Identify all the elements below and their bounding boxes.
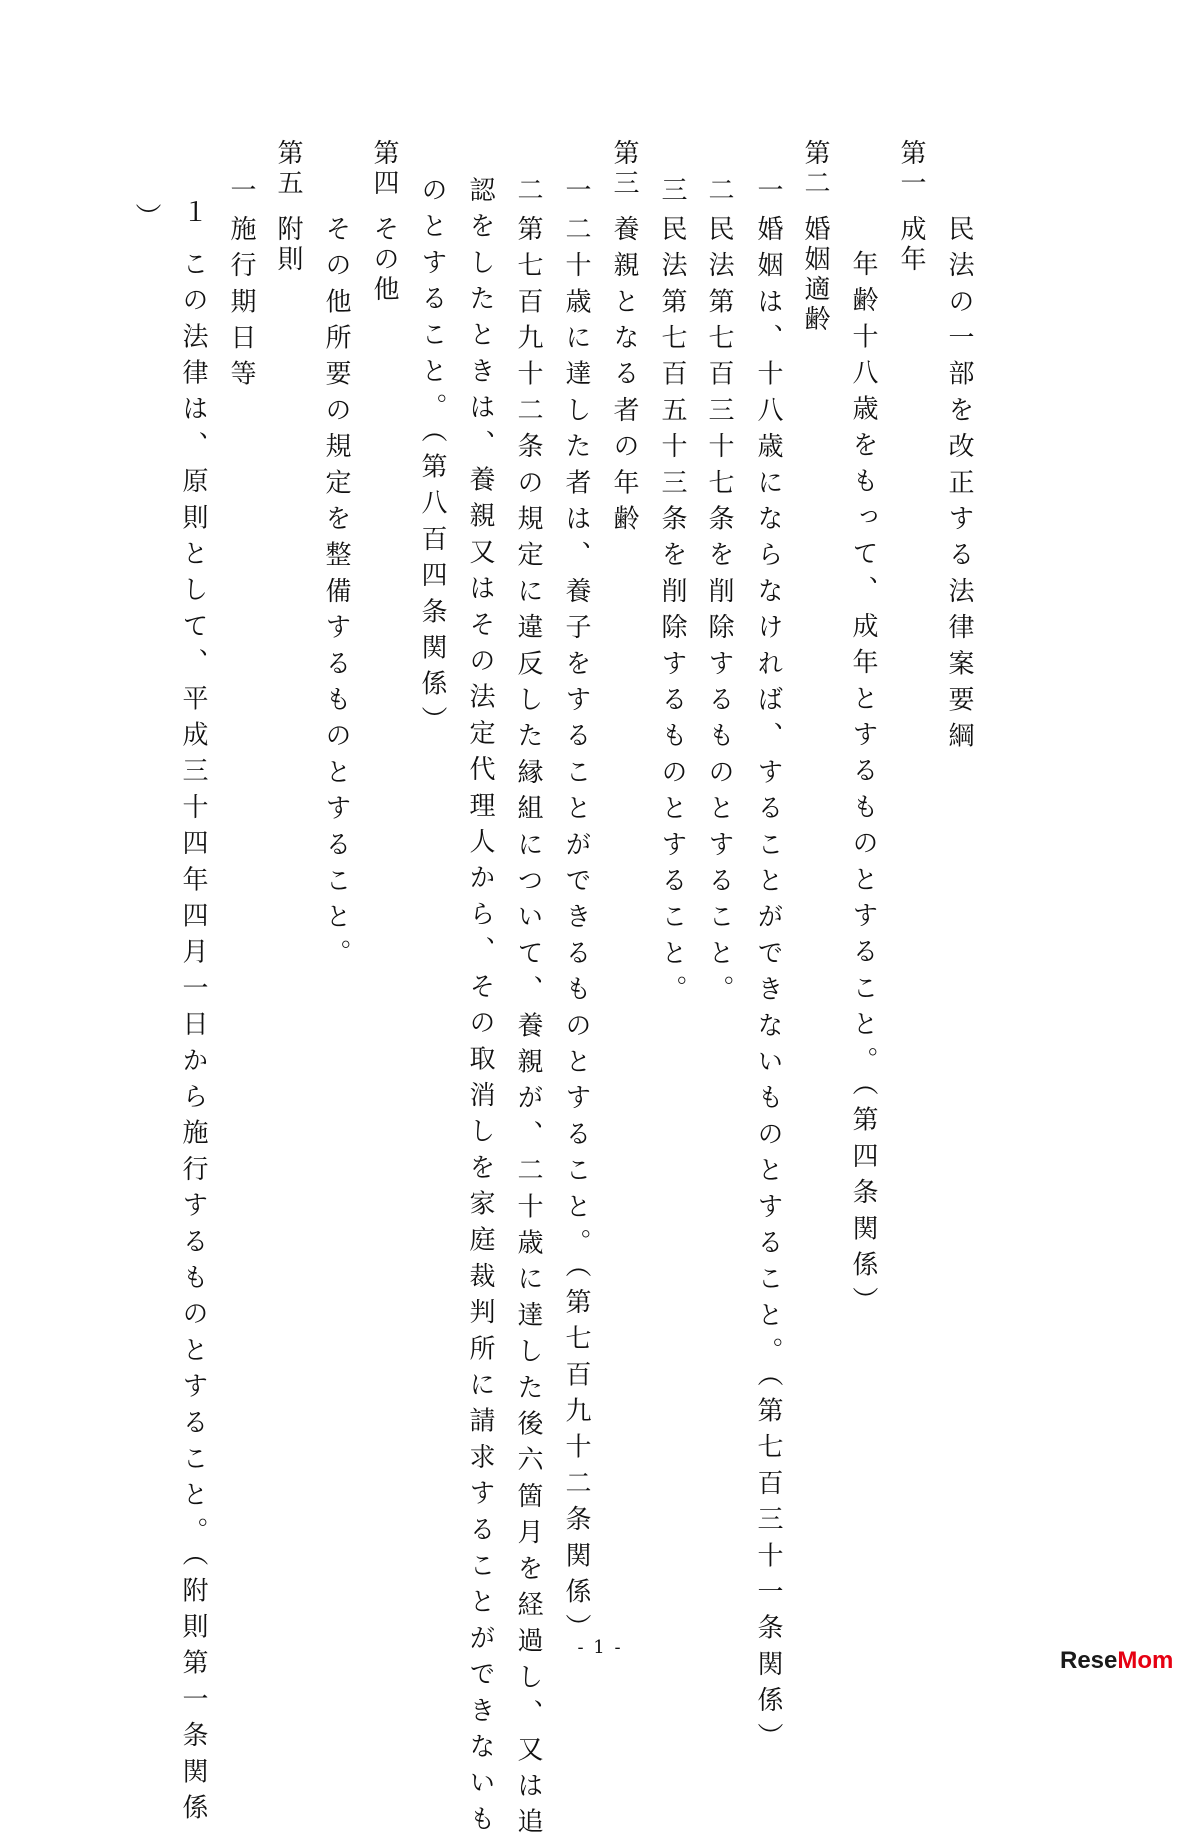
section-4-text: その他所要の規定を整備するものとすること。 bbox=[321, 215, 351, 976]
section-4-heading: その他 bbox=[369, 215, 399, 305]
section-2-item-3-number: 三 bbox=[657, 176, 687, 213]
section-3-item-2-line-2: 認をしたときは、養親又はその法定代理人から、その取消しを家庭裁判所に請求することができないも bbox=[465, 176, 495, 1842]
section-5-label: 第五 bbox=[273, 139, 303, 199]
section-1-label: 第一 bbox=[896, 139, 926, 199]
section-3-item-2-number: 二 bbox=[513, 176, 543, 213]
section-5-paragraph-1-line-2: ） bbox=[131, 203, 161, 240]
resemom-logo: ReseMom bbox=[1060, 1647, 1174, 1674]
section-5-paragraph-1-line-1: この法律は、原則として、平成三十四年四月一日から施行するものとすること。（附則第一条関係 bbox=[178, 250, 208, 1830]
section-2-heading: 婚姻適齢 bbox=[800, 215, 830, 335]
section-2-item-2-text: 民法第七百三十七条を削除するものとすること。 bbox=[704, 215, 734, 1012]
section-5-item-1-heading: 施行期日等 bbox=[226, 215, 256, 396]
section-3-label: 第三 bbox=[609, 139, 639, 199]
document-title: 民法の一部を改正する法律案要綱 bbox=[944, 215, 974, 758]
section-5-heading: 附則 bbox=[273, 215, 303, 275]
section-3-heading: 養親となる者の年齢 bbox=[609, 215, 639, 541]
section-2-item-1-number: 一 bbox=[753, 176, 783, 213]
section-2-label: 第二 bbox=[800, 139, 830, 199]
section-5-item-1-number: 一 bbox=[226, 176, 256, 213]
section-1-heading: 成年 bbox=[896, 215, 926, 275]
section-3-item-1-number: 一 bbox=[561, 176, 591, 213]
section-1-text: 年齢十八歳をもって、成年とするものとすること。（第四条関係） bbox=[848, 250, 878, 1323]
section-5-paragraph-1-number: １ bbox=[178, 198, 208, 235]
section-4-label: 第四 bbox=[369, 139, 399, 199]
section-3-item-2-line-3: のとすること。（第八百四条関係） bbox=[417, 176, 447, 743]
section-3-item-1-text: 二十歳に達した者は、養子をすることができるものとすること。（第七百九十二条関係） bbox=[561, 215, 591, 1650]
page-number: - 1 - bbox=[577, 1637, 623, 1658]
section-2-item-3-text: 民法第七百五十三条を削除するものとすること。 bbox=[657, 215, 687, 1012]
section-2-item-2-number: 二 bbox=[704, 176, 734, 213]
section-3-item-2-line-1: 第七百九十二条の規定に違反した縁組について、養親が、二十歳に達した後六箇月を経過し、又は追 bbox=[513, 215, 543, 1844]
section-2-item-1-text: 婚姻は、十八歳にならなければ、することができないものとすること。（第七百三十一条関係） bbox=[753, 215, 783, 1759]
